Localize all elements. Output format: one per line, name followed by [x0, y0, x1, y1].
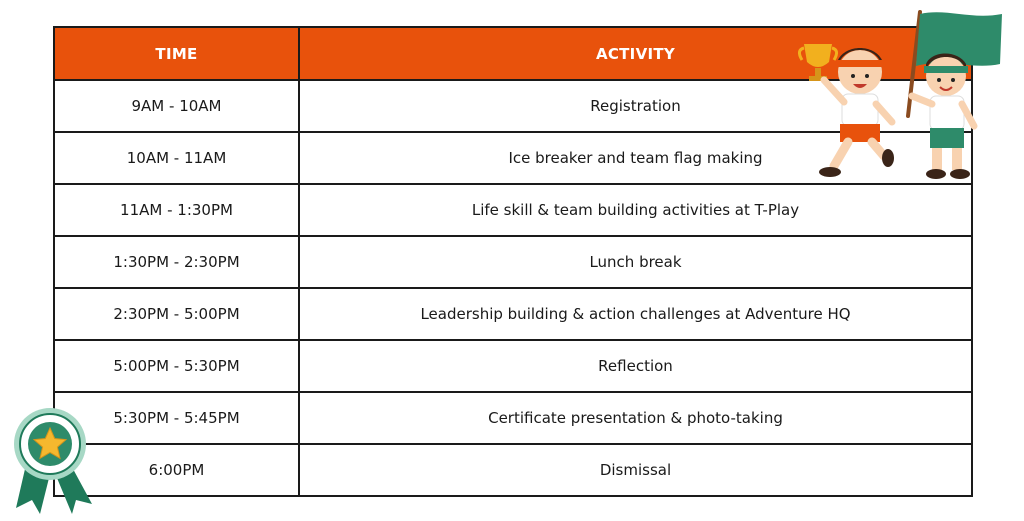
- table-row: [54, 340, 972, 392]
- activity-cell: Registration: [299, 80, 972, 132]
- time-cell: 6:00PM: [54, 444, 299, 496]
- table-row: [54, 184, 972, 236]
- time-cell: 11AM - 1:30PM: [54, 184, 299, 236]
- activity-column-header: ACTIVITY: [299, 27, 972, 80]
- table-row: [54, 288, 972, 340]
- table-row: [54, 392, 972, 444]
- activity-cell: Life skill & team building activities at T-Play: [299, 184, 972, 236]
- table-row: [54, 444, 972, 496]
- activity-cell: Leadership building & action challenges at Adventure HQ: [299, 288, 972, 340]
- award-ribbon-star-icon: [6, 404, 102, 516]
- activity-cell: Dismissal: [299, 444, 972, 496]
- children-with-trophy-and-flag-illustration: [796, 6, 1006, 184]
- time-cell: 5:30PM - 5:45PM: [54, 392, 299, 444]
- activity-cell: Ice breaker and team flag making: [299, 132, 972, 184]
- activity-cell: Certificate presentation & photo-taking: [299, 392, 972, 444]
- time-cell: 5:00PM - 5:30PM: [54, 340, 299, 392]
- activity-cell: Reflection: [299, 340, 972, 392]
- table-row: [54, 236, 972, 288]
- time-column-header: TIME: [54, 27, 299, 80]
- time-cell: 10AM - 11AM: [54, 132, 299, 184]
- time-cell: 9AM - 10AM: [54, 80, 299, 132]
- time-cell: 2:30PM - 5:00PM: [54, 288, 299, 340]
- activity-cell: Lunch break: [299, 236, 972, 288]
- time-cell: 1:30PM - 2:30PM: [54, 236, 299, 288]
